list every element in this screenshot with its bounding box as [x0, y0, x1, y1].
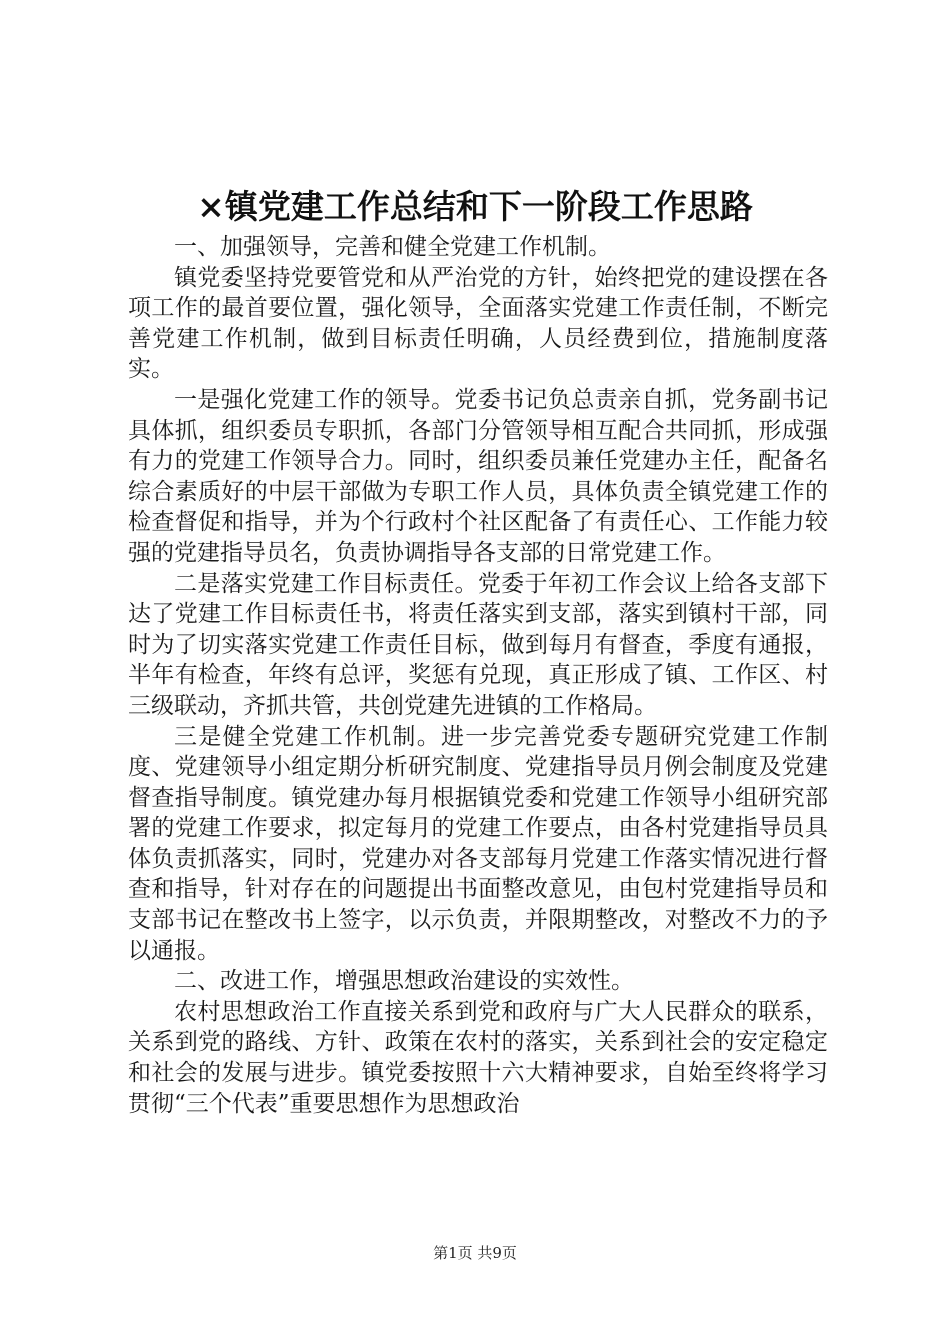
section-heading-2: 二、改进工作，增强思想政治建设的实效性。	[174, 968, 634, 995]
paragraph: 二是落实党建工作目标责任。党委于年初工作会议上给各支部下达了党建工作目标责任书，将责任落实到支部，落实到镇村干部，同时为了切实落实党建工作责任目标，做到每月有督查，季度有通报，半年有检查，年终有总评，奖惩有兑现，真正形成了镇、工作区、村三级联动，齐抓共管，共创党建先进镇的工作格局。	[128, 570, 828, 719]
paragraph: 农村思想政治工作直接关系到党和政府与广大人民群众的联系，关系到党的路线、方针、政策在农村的落实，关系到社会的安定稳定和社会的发展与进步。镇党委按照十六大精神要求，自始至终将学习贯彻“三个代表”重要思想作为思想政治	[128, 998, 828, 1117]
paragraph: 一是强化党建工作的领导。党委书记负总责亲自抓，党务副书记具体抓，组织委员专职抓，各部门分管领导相互配合共同抓，形成强有力的党建工作领导合力。同时，组织委员兼任党建办主任，配备名综合素质好的中层干部做为专职工作人员，具体负责全镇党建工作的检查督促和指导，并为个行政村个社区配备了有责任心、工作能力较强的党建指导员名，负责协调指导各支部的日常党建工作。	[128, 386, 828, 566]
document-title: ×镇党建工作总结和下一阶段工作思路	[197, 187, 753, 226]
section-heading-1: 一、加强领导，完善和健全党建工作机制。	[174, 234, 611, 260]
paragraph: 镇党委坚持党要管党和从严治党的方针，始终把党的建设摆在各项工作的最首要位置，强化领导，全面落实党建工作责任制，不断完善党建工作机制，做到目标责任明确，人员经费到位，措施制度落实。	[128, 264, 828, 383]
paragraph: 三是健全党建工作机制。进一步完善党委专题研究党建工作制度、党建领导小组定期分析研究制度、党建指导员月例会制度及党建督查指导制度。镇党建办每月根据镇党委和党建工作领导小组研究部署的党建工作要求，拟定每月的党建工作要点，由各村党建指导员具体负责抓落实，同时，党建办对各支部每月党建工作落实情况进行督查和指导，针对存在的问题提出书面整改意见，由包村党建指导员和支部书记在整改书上签字，以示负责，并限期整改，对整改不力的予以通报。	[128, 723, 828, 964]
document-body	[128, 232, 828, 1119]
page-footer: 第1页 共9页	[433, 1244, 517, 1262]
